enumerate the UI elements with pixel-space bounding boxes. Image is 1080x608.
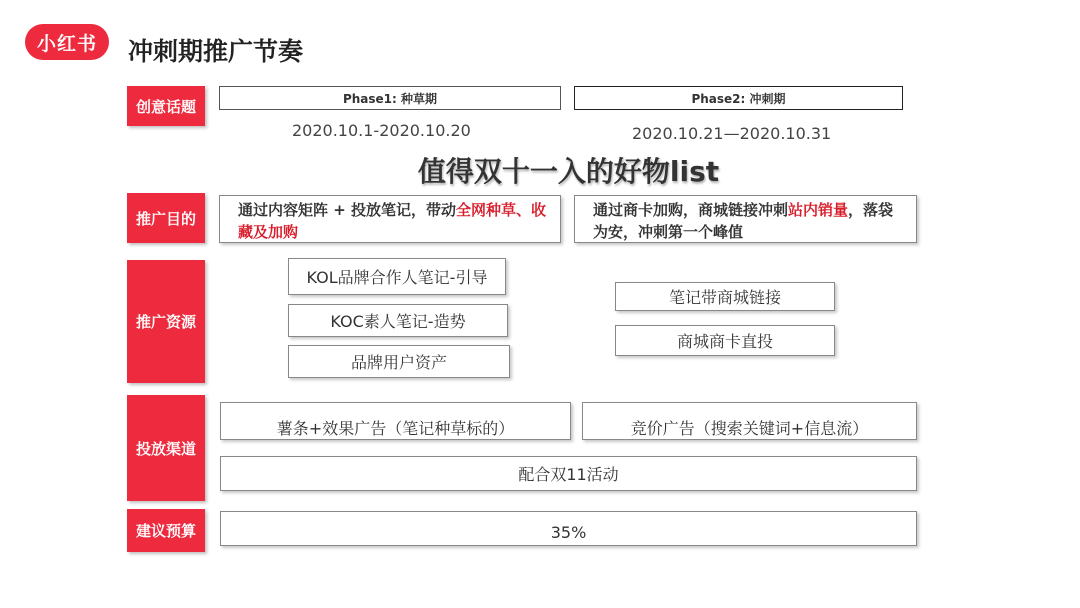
phase1-header: Phase1: 种草期 [219,86,561,110]
phase2-goal-text-after: ，落袋为安，冲刺第一个峰值 [593,201,894,241]
phase1-goal [219,195,561,243]
row-label-resources: 推广资源 [127,260,205,383]
phase2-goal [574,195,917,243]
row-label-budget: 建议预算 [127,509,205,552]
row-label-goal: 推广目的 [127,193,205,243]
resource-brand-assets: 品牌用户资产 [288,345,510,378]
resource-note-link: 笔记带商城链接 [615,282,835,311]
phase1-goal-text: 通过内容矩阵 + 投放笔记，带动 [238,201,457,219]
phase2-goal-text: 通过商卡加购，商城链接冲刺 [593,201,789,219]
row-label-topic: 创意话题 [127,86,205,126]
channel-phase2: 竞价广告（搜索关键词+信息流） [582,402,917,440]
phase1-goal-highlight: 全网种草、收藏及加购 [238,201,547,241]
row-label-channels: 投放渠道 [127,395,205,501]
phase1-dates: 2020.10.1-2020.10.20 [292,121,471,140]
resource-shop-card: 商城商卡直投 [615,325,835,356]
headline: 值得双十一入的好物list [417,155,720,188]
phase2-goal-highlight: 站内销量 [788,201,849,219]
phase2-header: Phase2: 冲刺期 [574,86,903,110]
budget-value: 35% [220,511,917,546]
resource-kol: KOL品牌合作人笔记-引导 [288,258,506,295]
phase2-dates: 2020.10.21—2020.10.31 [632,124,832,143]
xiaohongshu-logo: 小红书 [25,24,109,60]
page-title: 冲刺期推广节奏 [128,37,304,66]
resource-koc: KOC素人笔记-造势 [288,304,508,337]
channel-phase1: 薯条+效果广告（笔记种草标的） [220,402,571,440]
channel-shared: 配合双11活动 [220,456,917,491]
